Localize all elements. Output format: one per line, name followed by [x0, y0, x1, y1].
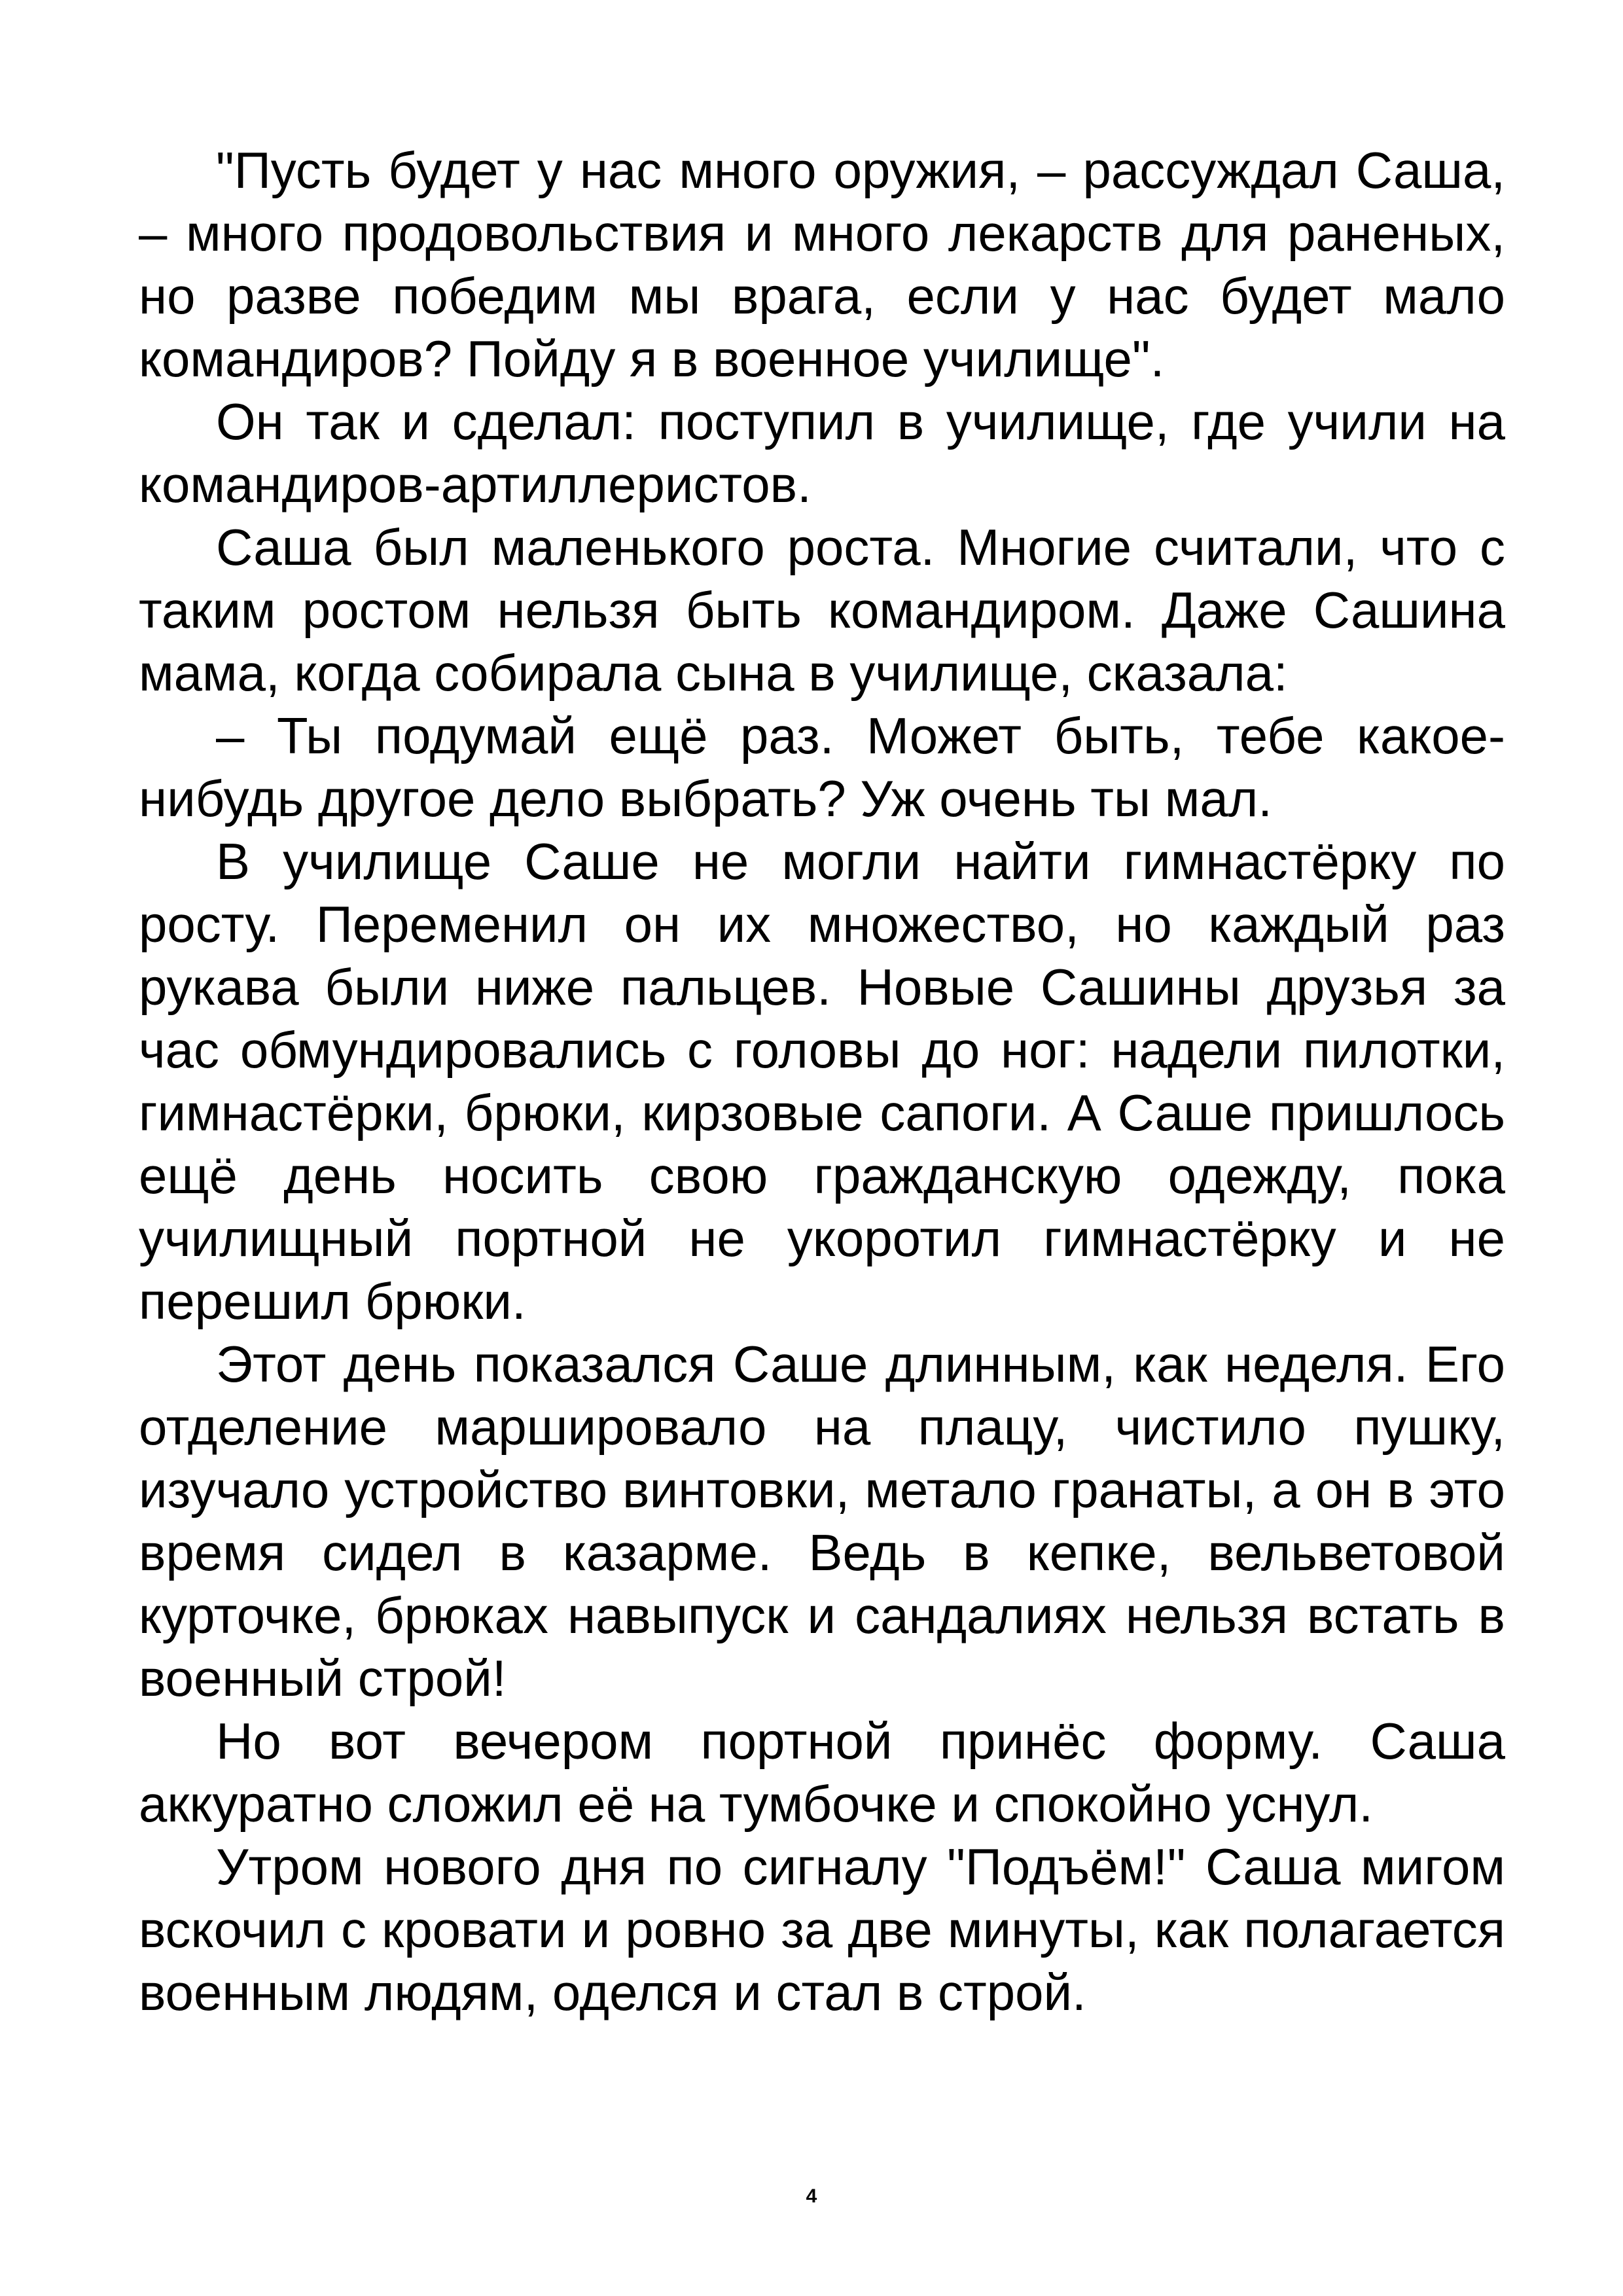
paragraph: "Пусть будет у нас много оружия, – рассуждал Саша, – много продовольствия и много лекарств для раненых, но разве победим мы врага, если у нас будет мало командиров? Пойду я в военное училище". [139, 141, 1505, 387]
paragraph: – Ты подумай ещё раз. Может быть, тебе какое-нибудь другое дело выбрать? Уж очень ты мал. [139, 707, 1505, 827]
paragraph: В училище Саше не могли найти гимнастёрку по росту. Переменил он их множество, но каждый раз рукава были ниже пальцев. Новые Сашины друзья за час обмундировались с головы до ног: надели пилотки, гимнастёрки, брюки, кирзовые сапоги. А Саше пришлось ещё день носить свою гражданскую одежду, пока училищный портной не укоротил гимнастёрку и не перешил брюки. [139, 833, 1505, 1330]
body-text [139, 139, 1505, 2024]
page-number: 4 [806, 2185, 817, 2207]
paragraph: Этот день показался Саше длинным, как неделя. Его отделение маршировало на плацу, чистило пушку, изучало устройство винтовки, метало гранаты, а он в это время сидел в казарме. Ведь в кепке, вельветовой курточке, брюках навыпуск и сандалиях нельзя встать в военный строй! [139, 1335, 1505, 1707]
paragraph: Утром нового дня по сигналу "Подъём!" Саша мигом вскочил с кровати и ровно за две минуты, как полагается военным людям, оделся и стал в строй. [139, 1838, 1505, 2021]
paragraph: Он так и сделал: поступил в училище, где учили на командиров-артиллеристов. [139, 393, 1505, 513]
paragraph: Саша был маленького роста. Многие считали, что с таким ростом нельзя быть командиром. Даже Сашина мама, когда собирала сына в училище, сказала: [139, 518, 1505, 702]
paragraph: Но вот вечером портной принёс форму. Саша аккуратно сложил её на тумбочке и спокойно уснул. [139, 1712, 1505, 1833]
